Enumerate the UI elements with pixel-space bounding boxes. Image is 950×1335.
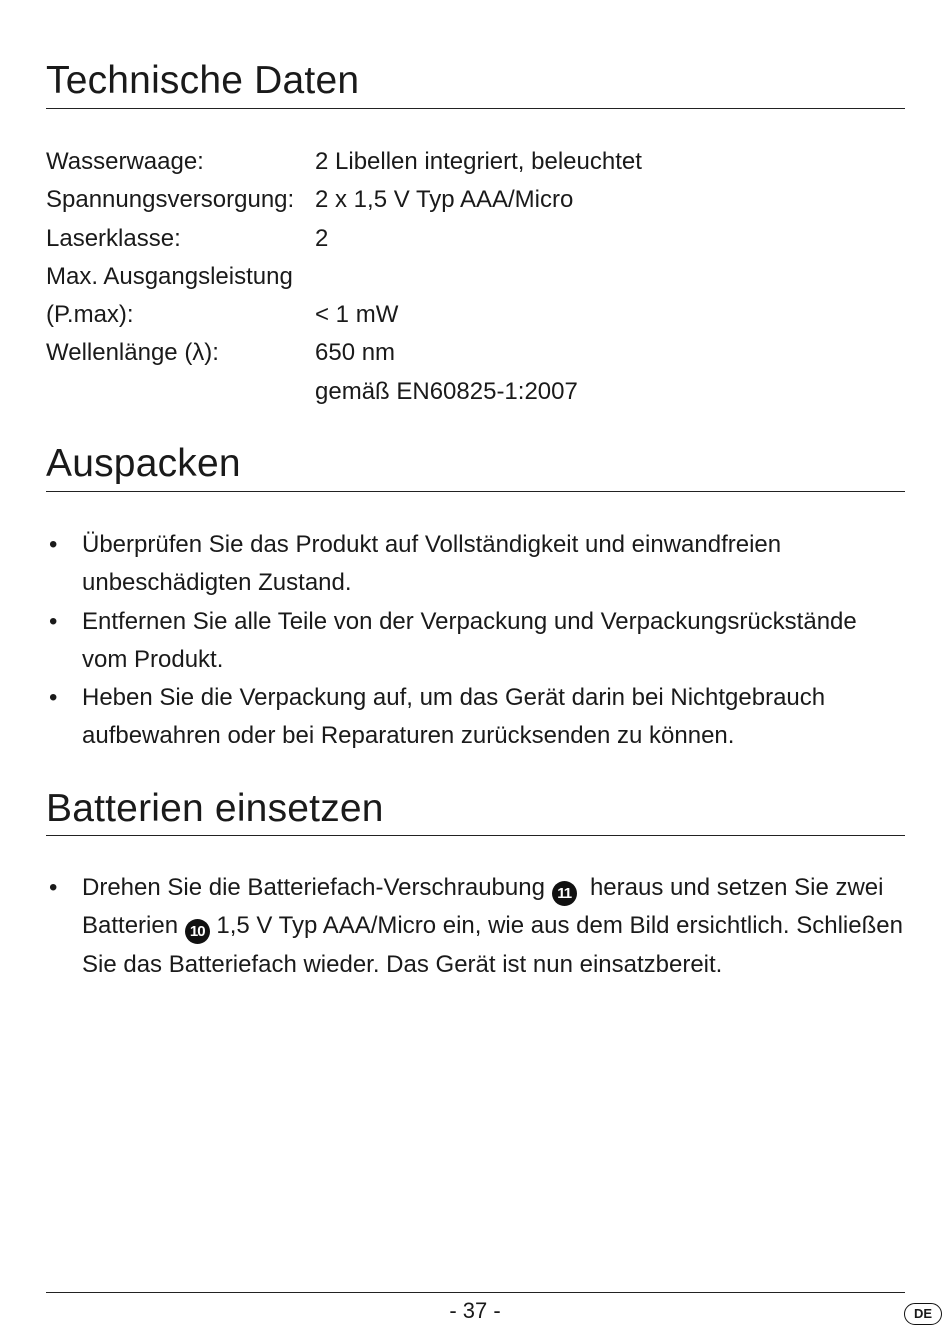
spec-row [46, 220, 642, 258]
part-reference-10-icon: 10 [185, 919, 210, 944]
spec-value: gemäß EN60825-1:2007 [315, 377, 578, 405]
spec-value: 2 x 1,5 V Typ AAA/Micro [315, 186, 574, 214]
spec-row [46, 143, 642, 181]
footer-divider [46, 1292, 905, 1293]
spec-label [46, 373, 315, 411]
spec-label: Wellenlänge (λ): [46, 339, 219, 367]
spec-value: 650 nm [315, 339, 396, 367]
spec-row [46, 258, 642, 296]
language-badge: DE [904, 1303, 942, 1325]
unpack-list [46, 526, 896, 756]
list-item [46, 869, 904, 984]
spec-label: Wasserwaage: [46, 148, 204, 175]
spec-value: < 1 mW [315, 301, 399, 329]
section-divider [46, 835, 905, 836]
spec-label: Spannungsversorgung: [46, 186, 295, 214]
spec-label: Max. Ausgangsleistung [46, 262, 293, 290]
section-title-technische-daten: Technische Daten [46, 59, 360, 102]
spec-row [46, 373, 642, 411]
spec-label: (P.max): [46, 301, 134, 329]
spec-table [46, 143, 642, 411]
part-reference-11-icon: 11 [552, 881, 577, 906]
list-item: • Überprüfen Sie das Produkt auf Vollständigkeit und einwandfreien unbeschädigten Zustand. [46, 526, 896, 603]
spec-row [46, 181, 642, 219]
spec-value: 2 [315, 224, 329, 252]
battery-text-part: Drehen Sie die Batteriefach-Verschraubung [82, 874, 552, 901]
list-item: • Entfernen Sie alle Teile von der Verpackung und Verpackungsrückstände vom Produkt. [46, 603, 896, 680]
section-title-batterien-einsetzen: Batterien einsetzen [46, 787, 384, 830]
page-number: - 37 - [449, 1298, 501, 1323]
section-title-auspacken: Auspacken [46, 442, 241, 485]
section-divider [46, 491, 905, 492]
spec-row [46, 334, 642, 372]
battery-text-part: 1,5 V Typ AAA/Micro ein, wie aus dem Bild ersichtlich. Schließen Sie das Batteriefach wieder. Das Gerät ist nun einsatzbereit. [82, 912, 903, 978]
spec-row [46, 296, 642, 334]
battery-list [46, 869, 904, 984]
spec-label: Laserklasse: [46, 224, 181, 252]
battery-text-part: heraus und setzen Sie zwei Batterien [82, 874, 891, 940]
list-item: • Heben Sie die Verpackung auf, um das Gerät darin bei Nichtgebrauch aufbewahren oder bei Reparaturen zurücksenden zu können. [46, 679, 896, 756]
spec-value: 2 Libellen integriert, beleuchtet [315, 148, 642, 175]
section-divider [46, 108, 905, 109]
